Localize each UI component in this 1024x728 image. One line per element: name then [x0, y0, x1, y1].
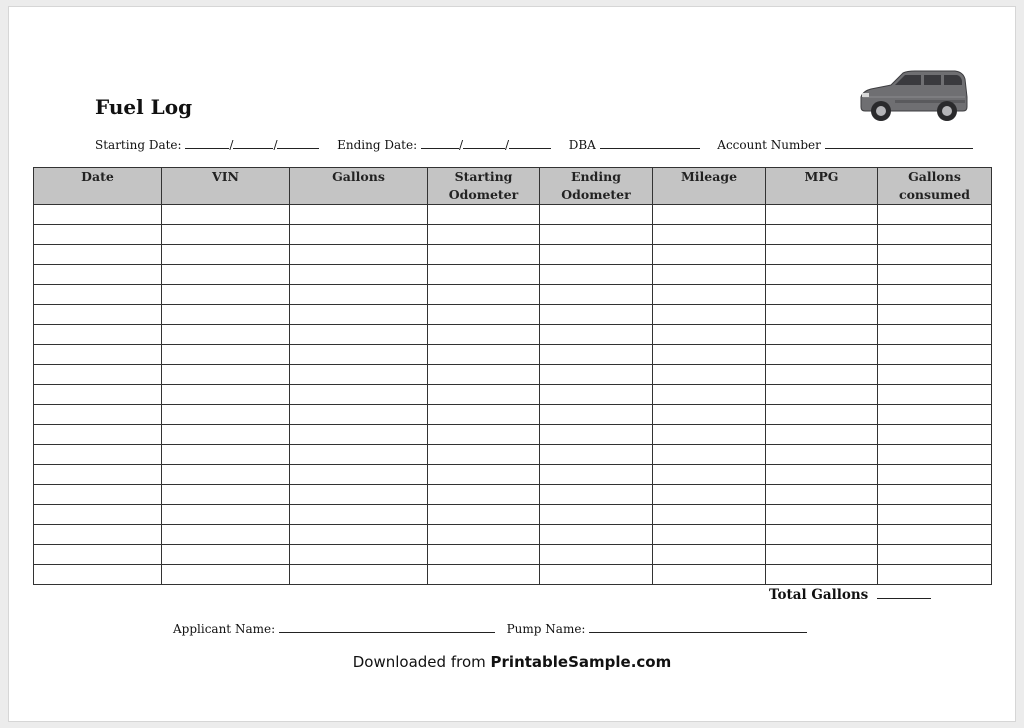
signature-fields — [173, 621, 807, 636]
starting-date-year-field[interactable] — [277, 137, 319, 149]
table-cell[interactable] — [878, 545, 992, 565]
table-cell[interactable] — [766, 265, 878, 285]
table-cell[interactable] — [290, 565, 428, 585]
table-row — [34, 245, 992, 265]
table-cell[interactable] — [34, 285, 162, 305]
table-cell[interactable] — [290, 505, 428, 525]
table-cell[interactable] — [878, 485, 992, 505]
footer-credit — [9, 653, 1015, 671]
table-cell[interactable] — [34, 425, 162, 445]
table-row — [34, 365, 992, 385]
table-cell[interactable] — [428, 305, 540, 325]
table-cell[interactable] — [162, 225, 290, 245]
column-header: Ending Odometer — [540, 168, 653, 205]
table-cell[interactable] — [428, 565, 540, 585]
starting-date-month-field[interactable] — [185, 137, 229, 149]
footer-prefix: Downloaded from — [352, 653, 486, 671]
total-gallons — [769, 587, 931, 603]
column-header: VIN — [162, 168, 290, 205]
table-cell[interactable] — [428, 225, 540, 245]
table-cell[interactable] — [540, 425, 653, 445]
table-cell[interactable] — [290, 265, 428, 285]
table-cell[interactable] — [766, 345, 878, 365]
pump-name-field[interactable] — [589, 621, 807, 633]
footer-site-link[interactable]: PrintableSample.com — [490, 653, 672, 671]
table-cell[interactable] — [653, 485, 766, 505]
table-cell[interactable] — [540, 505, 653, 525]
table-cell[interactable] — [428, 545, 540, 565]
table-cell[interactable] — [290, 425, 428, 445]
applicant-name-label: Applicant Name: — [173, 622, 276, 636]
column-header: Mileage — [653, 168, 766, 205]
table-cell[interactable] — [34, 565, 162, 585]
header-fields — [95, 137, 973, 152]
table-cell[interactable] — [540, 565, 653, 585]
table-cell[interactable] — [162, 545, 290, 565]
total-gallons-field[interactable] — [877, 587, 931, 599]
date-separator: / — [505, 138, 510, 152]
table-cell[interactable] — [540, 225, 653, 245]
table-cell[interactable] — [766, 285, 878, 305]
table-cell[interactable] — [162, 485, 290, 505]
table-row — [34, 305, 992, 325]
table-row — [34, 205, 992, 225]
table-cell[interactable] — [34, 385, 162, 405]
table-cell[interactable] — [766, 425, 878, 445]
table-cell[interactable] — [428, 425, 540, 445]
table-cell[interactable] — [540, 325, 653, 345]
table-cell[interactable] — [766, 325, 878, 345]
date-separator: / — [229, 138, 234, 152]
table-row — [34, 425, 992, 445]
table-cell[interactable] — [766, 525, 878, 545]
table-cell[interactable] — [653, 405, 766, 425]
date-separator: / — [273, 138, 278, 152]
table-cell[interactable] — [428, 245, 540, 265]
table-cell[interactable] — [34, 205, 162, 225]
starting-date-day-field[interactable] — [233, 137, 273, 149]
table-row — [34, 345, 992, 365]
fuel-log-table — [33, 167, 992, 585]
table-cell[interactable] — [766, 225, 878, 245]
table-cell[interactable] — [878, 505, 992, 525]
table-cell[interactable] — [540, 465, 653, 485]
table-row — [34, 385, 992, 405]
table-row — [34, 465, 992, 485]
table-cell[interactable] — [653, 205, 766, 225]
table-cell[interactable] — [766, 385, 878, 405]
table-cell[interactable] — [34, 485, 162, 505]
table-cell[interactable] — [653, 565, 766, 585]
table-cell[interactable] — [428, 525, 540, 545]
table-cell[interactable] — [878, 385, 992, 405]
table-cell[interactable] — [766, 305, 878, 325]
table-row — [34, 265, 992, 285]
table-cell[interactable] — [540, 525, 653, 545]
table-row — [34, 445, 992, 465]
table-cell[interactable] — [878, 465, 992, 485]
table-cell[interactable] — [428, 365, 540, 385]
table-cell[interactable] — [653, 505, 766, 525]
table-cell[interactable] — [428, 505, 540, 525]
column-header: Date — [34, 168, 162, 205]
table-cell[interactable] — [162, 445, 290, 465]
pump-name-label: Pump Name: — [506, 622, 586, 636]
ending-date-month-field[interactable] — [421, 137, 459, 149]
table-cell[interactable] — [34, 325, 162, 345]
table-cell[interactable] — [653, 545, 766, 565]
table-cell[interactable] — [878, 205, 992, 225]
table-cell[interactable] — [653, 345, 766, 365]
table-cell[interactable] — [34, 545, 162, 565]
table-cell[interactable] — [766, 545, 878, 565]
table-cell[interactable] — [162, 385, 290, 405]
table-cell[interactable] — [428, 465, 540, 485]
table-cell[interactable] — [540, 385, 653, 405]
table-cell[interactable] — [878, 405, 992, 425]
table-cell[interactable] — [540, 265, 653, 285]
table-cell[interactable] — [653, 305, 766, 325]
table-cell[interactable] — [878, 445, 992, 465]
total-gallons-label: Total Gallons — [769, 587, 869, 603]
table-cell[interactable] — [290, 445, 428, 465]
table-cell[interactable] — [878, 365, 992, 385]
table-cell[interactable] — [428, 405, 540, 425]
table-cell[interactable] — [162, 365, 290, 385]
table-cell[interactable] — [878, 225, 992, 245]
table-body — [34, 205, 992, 585]
table-cell[interactable] — [653, 385, 766, 405]
table-cell[interactable] — [540, 305, 653, 325]
table-cell[interactable] — [290, 485, 428, 505]
table-cell[interactable] — [878, 245, 992, 265]
fuel-log-page — [8, 6, 1016, 722]
table-cell[interactable] — [290, 405, 428, 425]
table-cell[interactable] — [290, 465, 428, 485]
table-cell[interactable] — [34, 365, 162, 385]
table-cell[interactable] — [34, 245, 162, 265]
ending-date-day-field[interactable] — [463, 137, 505, 149]
table-header-row — [34, 168, 992, 205]
table-cell[interactable] — [162, 305, 290, 325]
table-cell[interactable] — [428, 205, 540, 225]
table-cell[interactable] — [766, 205, 878, 225]
table-row — [34, 545, 992, 565]
table-cell[interactable] — [540, 365, 653, 385]
table-cell[interactable] — [162, 245, 290, 265]
table-cell[interactable] — [878, 285, 992, 305]
table-cell[interactable] — [540, 545, 653, 565]
table-cell[interactable] — [428, 485, 540, 505]
table-cell[interactable] — [34, 265, 162, 285]
table-row — [34, 405, 992, 425]
document-title: Fuel Log — [95, 95, 193, 119]
table-cell[interactable] — [428, 325, 540, 345]
table-row — [34, 485, 992, 505]
table-cell[interactable] — [34, 225, 162, 245]
table-cell[interactable] — [428, 445, 540, 465]
table-cell[interactable] — [34, 305, 162, 325]
table-cell[interactable] — [878, 525, 992, 545]
table-cell[interactable] — [290, 385, 428, 405]
table-cell[interactable] — [766, 485, 878, 505]
table-cell[interactable] — [162, 345, 290, 365]
table-cell[interactable] — [653, 445, 766, 465]
car-icon — [855, 67, 971, 123]
account-number-field[interactable] — [825, 137, 973, 149]
table-cell[interactable] — [540, 345, 653, 365]
table-cell[interactable] — [290, 205, 428, 225]
starting-date-label: Starting Date: — [95, 138, 182, 152]
table-cell[interactable] — [653, 245, 766, 265]
table-cell[interactable] — [290, 325, 428, 345]
table-cell[interactable] — [34, 505, 162, 525]
table-cell[interactable] — [428, 385, 540, 405]
table-cell[interactable] — [290, 245, 428, 265]
table-cell[interactable] — [428, 285, 540, 305]
table-row — [34, 505, 992, 525]
table-cell[interactable] — [653, 425, 766, 445]
table-cell[interactable] — [290, 365, 428, 385]
table-cell[interactable] — [878, 425, 992, 445]
table-cell[interactable] — [34, 445, 162, 465]
table-cell[interactable] — [766, 245, 878, 265]
table-cell[interactable] — [290, 305, 428, 325]
table-cell[interactable] — [162, 425, 290, 445]
table-cell[interactable] — [878, 325, 992, 345]
table-cell[interactable] — [162, 265, 290, 285]
dba-field[interactable] — [600, 137, 700, 149]
table-cell[interactable] — [766, 365, 878, 385]
table-cell[interactable] — [653, 265, 766, 285]
table-cell[interactable] — [878, 345, 992, 365]
dba-label: DBA — [568, 138, 596, 152]
table-cell[interactable] — [162, 465, 290, 485]
table-cell[interactable] — [162, 325, 290, 345]
table-cell[interactable] — [766, 505, 878, 525]
table-row — [34, 525, 992, 545]
table-cell[interactable] — [162, 405, 290, 425]
table-cell[interactable] — [162, 505, 290, 525]
ending-date-year-field[interactable] — [509, 137, 551, 149]
table-cell[interactable] — [290, 345, 428, 365]
table-cell[interactable] — [653, 525, 766, 545]
table-cell[interactable] — [653, 465, 766, 485]
table-cell[interactable] — [34, 405, 162, 425]
table-cell[interactable] — [290, 545, 428, 565]
table-cell[interactable] — [162, 205, 290, 225]
table-cell[interactable] — [653, 285, 766, 305]
column-header: Starting Odometer — [428, 168, 540, 205]
table-cell[interactable] — [766, 445, 878, 465]
table-row — [34, 565, 992, 585]
ending-date-label: Ending Date: — [337, 138, 418, 152]
date-separator: / — [458, 138, 463, 152]
column-header: Gallons — [290, 168, 428, 205]
table-cell[interactable] — [540, 405, 653, 425]
table-cell[interactable] — [162, 285, 290, 305]
account-number-label: Account Number — [717, 138, 821, 152]
table-cell[interactable] — [162, 525, 290, 545]
table-cell[interactable] — [878, 305, 992, 325]
table-cell[interactable] — [766, 405, 878, 425]
table-cell[interactable] — [878, 265, 992, 285]
table-cell[interactable] — [162, 565, 290, 585]
table-cell[interactable] — [653, 325, 766, 345]
table-cell[interactable] — [428, 265, 540, 285]
table-row — [34, 225, 992, 245]
column-header: Gallons consumed — [878, 168, 992, 205]
table-cell[interactable] — [540, 205, 653, 225]
table-cell[interactable] — [34, 345, 162, 365]
column-header: MPG — [766, 168, 878, 205]
table-row — [34, 285, 992, 305]
table-cell[interactable] — [766, 565, 878, 585]
table-cell[interactable] — [540, 445, 653, 465]
table-row — [34, 325, 992, 345]
table-cell[interactable] — [290, 525, 428, 545]
table-cell[interactable] — [290, 285, 428, 305]
table-cell[interactable] — [540, 245, 653, 265]
table-cell[interactable] — [540, 285, 653, 305]
table-cell[interactable] — [653, 365, 766, 385]
table-cell[interactable] — [540, 485, 653, 505]
table-cell[interactable] — [34, 525, 162, 545]
table-cell[interactable] — [653, 225, 766, 245]
table-cell[interactable] — [290, 225, 428, 245]
table-cell[interactable] — [766, 465, 878, 485]
table-cell[interactable] — [428, 345, 540, 365]
table-cell[interactable] — [878, 565, 992, 585]
table-cell[interactable] — [34, 465, 162, 485]
applicant-name-field[interactable] — [279, 621, 495, 633]
